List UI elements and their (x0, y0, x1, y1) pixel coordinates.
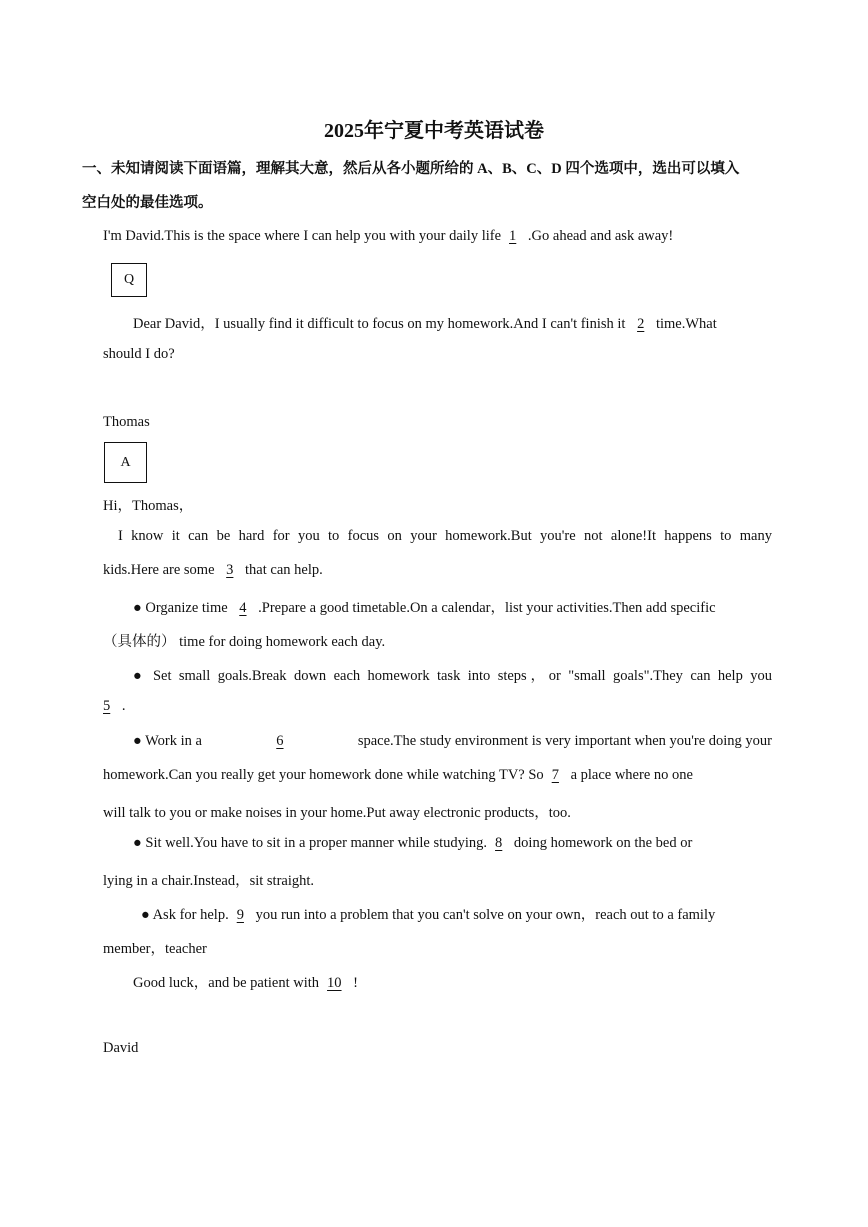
intro-text: I'm David.This is the space where I can help you with your daily life (103, 228, 502, 244)
question-label-box (111, 263, 147, 297)
answer-label: A (120, 454, 131, 470)
tip5-text-end: you run into a problem that you can't solve on your own，reach out to a family (255, 907, 716, 923)
tip3-text: ● Work in a (133, 733, 202, 749)
tip1-line2: （具体的） time for doing homework each day. (103, 634, 386, 650)
blank-8: 8 (495, 835, 503, 851)
para1-text: kids.Here are some (103, 562, 215, 578)
para1-line2 (103, 562, 323, 579)
answer-signoff: David (103, 1040, 139, 1056)
para1-line1: I know it can be hard for you to focus on your homework.But you're not alone!It happens to many (118, 528, 772, 544)
question-line2: should I do? (103, 346, 175, 362)
page-title: 2025年宁夏中考英语试卷 (324, 120, 544, 142)
tip3-line2 (103, 767, 693, 784)
tip2-line2 (103, 698, 126, 715)
tip2-line1: ● Set small goals.Break down each homework task into steps，or "small goals".They can help you (133, 668, 772, 684)
tip4-line1 (133, 835, 692, 852)
question-label: Q (123, 272, 135, 287)
tip3-text2: homework.Can you really get your homework done while watching TV? So (103, 767, 544, 783)
blank-4: 4 (239, 600, 247, 616)
tip4-line2: lying in a chair.Instead，sit straight. (103, 873, 315, 889)
question-text: Dear David，I usually find it difficult to focus on my homework.And I can't finish it (133, 316, 626, 332)
tip5-line1 (141, 903, 715, 924)
tip1-line1 (133, 596, 716, 617)
blank-3: 3 (226, 562, 234, 578)
tip5-line2: member，teacher (103, 941, 207, 957)
section-instruction-line2: 空白处的最佳选项。 (82, 195, 213, 211)
tip4-text: ● Sit well.You have to sit in a proper manner while studying. (133, 835, 488, 851)
blank-7: 7 (551, 767, 559, 783)
para1-text-end: that can help. (245, 562, 323, 578)
tip3-text-end: space.The study environment is very important when you're doing your (357, 733, 772, 749)
question-text-end: time.What (655, 316, 717, 332)
tip2-text-end: . (121, 698, 126, 714)
question-signoff: Thomas (103, 414, 150, 430)
section-instruction-line1: 一、未知请阅读下面语篇，理解其大意，然后从各小题所给的 A、B、C、D 四个选项中，选出可以填入 (82, 161, 740, 177)
blank-1: 1 (509, 228, 517, 244)
intro-text-end: .Go ahead and ask away! (527, 228, 674, 244)
tip5-text: ● Ask for help. (141, 907, 229, 923)
question-line1 (133, 312, 717, 333)
tip3-text2-end: a place where no one (570, 767, 693, 783)
tip1-text: ● Organize time (133, 600, 228, 616)
closing-text-end: ! (353, 975, 359, 991)
tip1-text-end: .Prepare a good timetable.On a calendar，list your activities.Then add specific (258, 600, 716, 616)
tip3-line1 (133, 733, 772, 750)
tip3-line3: will talk to you or make noises in your home.Put away electronic products，too. (103, 805, 571, 821)
closing-text: Good luck，and be patient with (133, 975, 320, 991)
blank-10: 10 (327, 975, 342, 991)
blank-9: 9 (236, 907, 244, 923)
intro-line (103, 228, 673, 245)
answer-greeting: Hi，Thomas， (103, 498, 194, 514)
blank-2: 2 (637, 316, 645, 332)
blank-6: 6 (276, 733, 284, 749)
tip4-text-end: doing homework on the bed or (513, 835, 693, 851)
blank-5: 5 (103, 698, 111, 714)
closing-line (133, 971, 358, 992)
answer-label-box (104, 442, 147, 483)
